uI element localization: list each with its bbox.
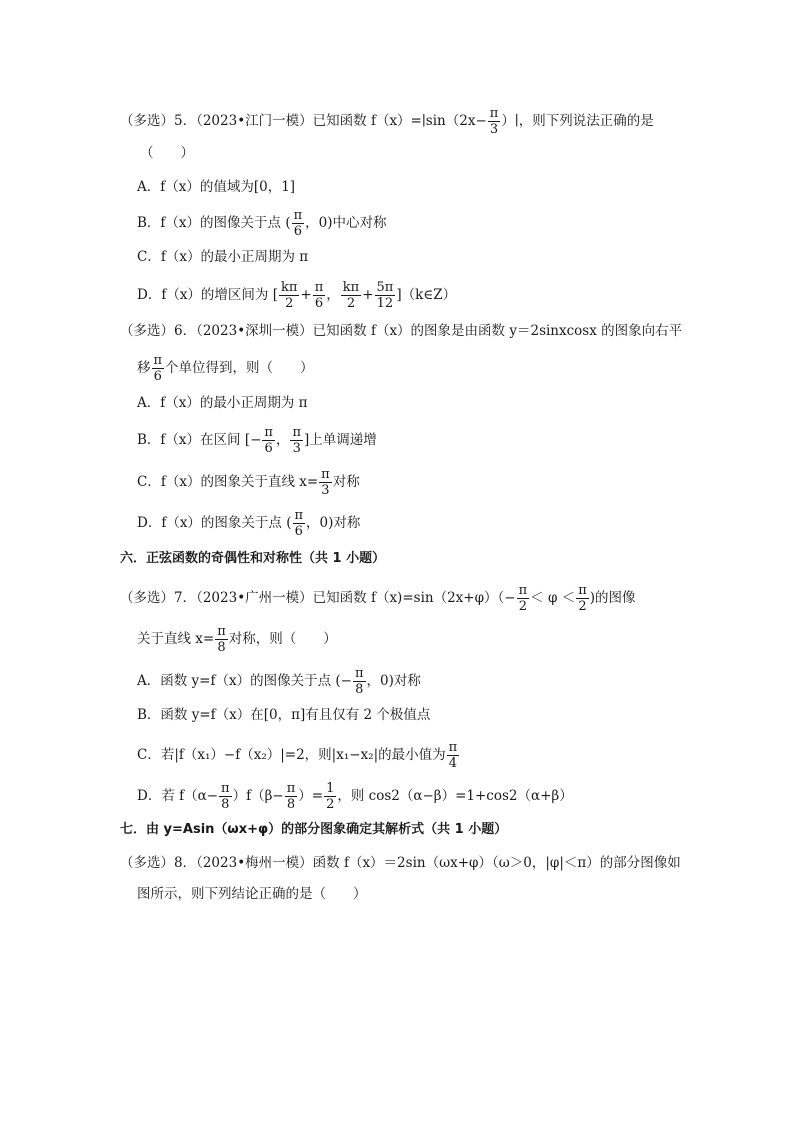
fraction: $\frac{k\pi}{2}$: [342, 280, 360, 311]
section-heading-7: 七．由 y=Asin（ωx+φ）的部分图象确定其解析式（共 1 小题）: [120, 822, 508, 837]
fraction: $\frac{\pi}{4}$: [448, 740, 458, 771]
q5-stem-b: ）∣，则下列说法正确的是: [501, 113, 654, 129]
fraction: $\frac{\pi}{6}$: [294, 508, 304, 539]
q5-stem-a: （多选）5．（2023•江门一模）已知函数 f（x）=∣sin（2x−: [120, 113, 487, 129]
q7-stem: （多选）7．（2023•广州一模）已知函数 f（x)=sin（2x+φ）（− $\frac{\pi}{2}$ ＜ φ ＜ $\frac{\pi}{2}$ )的图像: [120, 583, 636, 614]
fraction: $\frac{\pi}{6}$: [293, 208, 303, 239]
q7-option-c: C．若|f（x₁）−f（x₂）|=2，则|x₁−x₂|的最小值为 $\frac{\pi}{4}$: [137, 740, 458, 771]
fraction: $\frac{\pi}{8}$: [221, 781, 230, 812]
q5-stem: [120, 106, 654, 137]
q6-option-c: C．f（x）的图象关于直线 x= $\frac{\pi}{3}$ 对称: [137, 467, 360, 498]
section-heading-6: 六．正弦函数的奇偶性和对称性（共 1 小题）: [120, 551, 386, 566]
fraction: $\frac{5\pi}{12}$: [376, 280, 394, 311]
q5-option-a: A．f（x）的值域为[0，1]: [137, 179, 296, 195]
q5-fraction-pi-3: $\frac{\pi}{3}$: [489, 106, 499, 137]
fraction: $\frac{\pi}{8}$: [217, 624, 226, 655]
q8-stem-line2: 图所示，则下列结论正确的是（ ）: [137, 886, 367, 902]
q6-option-a: A．f（x）的最小正周期为 π: [137, 395, 308, 411]
q6-option-d: D．f（x）的图象关于点 ( $\frac{\pi}{6}$ ，0)对称: [137, 508, 361, 539]
q5-option-c: C．f（x）的最小正周期为 π: [137, 249, 309, 265]
fraction: $\frac{\pi}{8}$: [286, 781, 296, 812]
q8-stem: （多选）8．（2023•梅州一模）函数 f（x）＝2sin（ωx+φ）（ω＞0，|φ|＜π）的部分图像如: [120, 855, 681, 871]
q6-option-b: B．f（x）在区间 [− $\frac{\pi}{6}$ ， $\frac{\pi}{3}$ ]上单调递增: [137, 425, 377, 456]
fraction: $\frac{\pi}{8}$: [354, 666, 364, 697]
q7-option-a: A．函数 y=f（x）的图像关于点 (− $\frac{\pi}{8}$ ，0)对称: [137, 666, 421, 697]
q7-option-d: D．若 f（α− $\frac{\pi}{8}$ ）f（β− $\frac{\pi}{8}$ ）= $\frac{1}{2}$ ，则 cos2（α−β）=1+cos2（α+β）: [137, 781, 573, 812]
q5-option-b: B．f（x）的图像关于点 ( $\frac{\pi}{6}$ ，0)中心对称: [137, 208, 387, 239]
fraction: $\frac{\pi}{6}$: [264, 425, 273, 456]
fraction: $\frac{k\pi}{2}$: [281, 280, 298, 311]
q7-option-b: B．函数 y=f（x）在[0，π]有且仅有 2 个极值点: [137, 707, 431, 723]
fraction: $\frac{\pi}{3}$: [321, 467, 330, 498]
fraction: $\frac{\pi}{6}$: [314, 280, 324, 311]
q6-stem: （多选）6．（2023•深圳一模）已知函数 f（x）的图象是由函数 y＝2sinxcosx 的图象向右平: [120, 323, 683, 339]
fraction: $\frac{1}{2}$: [326, 781, 335, 812]
fraction: $\frac{\pi}{6}$: [153, 353, 163, 384]
q7-stem-line2: 关于直线 x= $\frac{\pi}{8}$ 对称，则（ ）: [137, 624, 337, 655]
fraction: $\frac{\pi}{3}$: [292, 425, 301, 456]
q5-answer-paren: （ ）: [140, 145, 194, 161]
fraction: $\frac{\pi}{2}$: [518, 583, 528, 614]
q5-option-d: D．f（x）的增区间为 [ $\frac{k\pi}{2}$ + $\frac{\pi}{6}$ ， $\frac{k\pi}{2}$ + $\frac{5\pi}{12}$ ]（k∈Z）: [137, 280, 457, 311]
q6-stem-line2: 移 $\frac{\pi}{6}$ 个单位得到，则（ ）: [137, 353, 314, 384]
fraction: $\frac{\pi}{2}$: [578, 583, 587, 614]
